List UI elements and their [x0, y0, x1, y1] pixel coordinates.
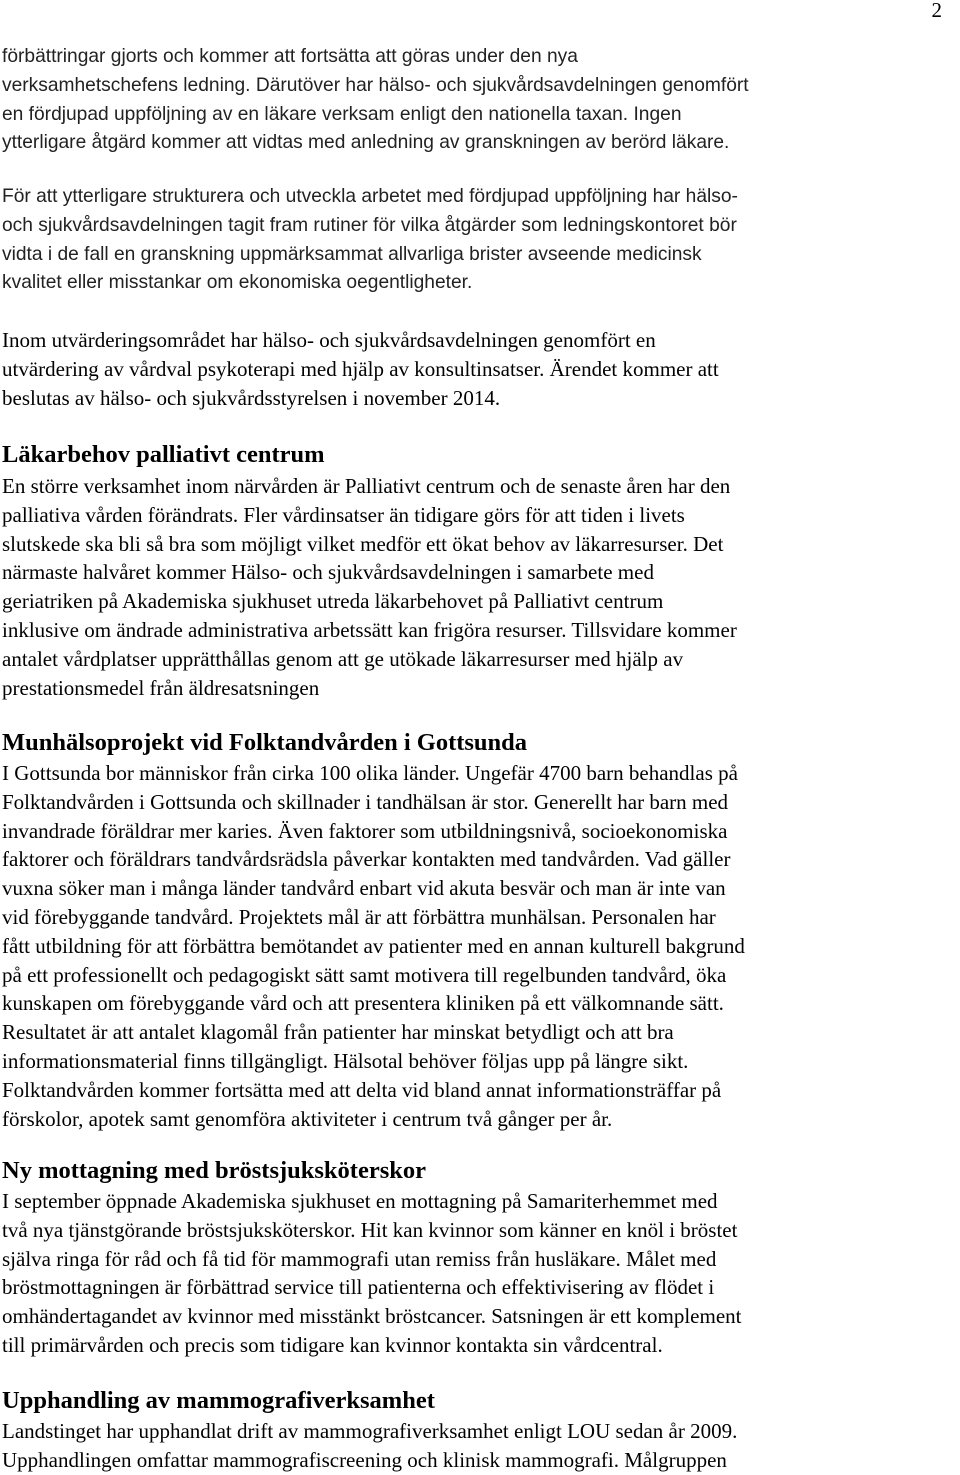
text-line: palliativa vården förändrats. Fler vårdinsatser än tidigare görs för att tiden i livets [2, 502, 685, 527]
mammography-paragraph [2, 1417, 737, 1475]
heading-oral-health: Munhälsoprojekt vid Folktandvården i Gottsunda [2, 729, 528, 756]
heading-breast-nurses: Ny mottagning med bröstsjuksköterskor [2, 1157, 427, 1184]
text-line: En större verksamhet inom närvården är Palliativt centrum och de senaste åren har den [2, 474, 731, 498]
text-line: inklusive om ändrade administrativa arbetssätt kan frigöra resurser. Tillsvidare kommer [2, 617, 737, 642]
text-line: informationsmaterial finns tillgängligt. Hälsotal behöver följas upp på längre sikt. [2, 1048, 689, 1073]
evaluation-paragraph [2, 326, 719, 412]
page-number: 2 [931, 0, 942, 22]
text-line: kunskapen om förebyggande vård och att presentera kliniken på ett välkomnande sätt. [2, 991, 724, 1016]
heading-palliative: Läkarbehov palliativt centrum [2, 441, 325, 468]
text-line: Landstinget har upphandlat drift av mammografiverksamhet enligt LOU sedan år 2009. [2, 1419, 738, 1443]
text-line: Folktandvården kommer fortsätta med att delta vid bland annat informationsträffar på [2, 1077, 722, 1102]
text-line: ytterligare åtgärd kommer att vidtas med anledning av granskningen av berörd läkare. [2, 132, 730, 154]
text-line: Inom utvärderingsområdet har hälso- och sjukvårdsavdelningen genomfört en [2, 328, 656, 352]
text-line: fått utbildning för att förbättra bemötandet av patienter med en annan kulturell bakgrund [2, 933, 745, 958]
oral-health-paragraph [2, 759, 745, 1133]
text-line: För att ytterligare strukturera och utveckla arbetet med fördjupad uppföljning har hälso- [2, 186, 738, 207]
text-line: förskolor, apotek samt genomföra aktiviteter i centrum två gånger per år. [2, 1106, 613, 1131]
heading-mammography: Upphandling av mammografiverksamhet [2, 1387, 435, 1414]
text-line: närmaste halvåret kommer Hälso- och sjukvårdsavdelningen i samarbete med [2, 560, 654, 585]
structure-paragraph [2, 183, 738, 298]
text-line: förbättringar gjorts och kommer att fortsätta att göras under den nya [2, 46, 578, 67]
palliative-paragraph [2, 472, 737, 702]
text-line: bröstmottagningen är förbättrad service till patienterna och effektivisering av flödet i [2, 1275, 715, 1300]
text-line: och sjukvårdsavdelningen tagit fram rutiner för vilka åtgärder som ledningskontoret bör [2, 214, 737, 236]
text-line: två nya tjänstgörande bröstsjuksköterskor. Hit kan kvinnor som känner en knöl i bröstet [2, 1217, 738, 1242]
text-line: slutskede ska bli så bra som möjligt vilket medför ett ökat behov av läkarresurser. Det [2, 531, 724, 556]
text-line: vuxna söker man i många länder tandvård enbart vid akuta besvär och man är inte van [2, 876, 726, 901]
text-line: till primärvården och precis som tidigare kan kvinnor kontakta sin vårdcentral. [2, 1332, 663, 1357]
text-line: utvärdering av vårdval psykoterapi med hjälp av konsultinsatser. Ärendet kommer att [2, 356, 719, 381]
text-line: vidta i de fall en granskning uppmärksammat allvarliga brister avseende medicinsk [2, 243, 702, 265]
text-line: Resultatet är att antalet klagomål från patienter har minskat betydligt och att bra [2, 1020, 674, 1045]
text-line: invandrade föräldrar mer karies. Även faktorer som utbildningsnivå, socioekonomiska [2, 818, 728, 843]
text-line: geriatriken på Akademiska sjukhuset utreda läkarbehovet på Palliativt centrum [2, 589, 664, 614]
text-line: en fördjupad uppföljning av en läkare verksam enligt den nationella taxan. Ingen [2, 103, 682, 125]
text-line: Folktandvården i Gottsunda och skillnader i tandhälsan är stor. Generellt har barn med [2, 789, 729, 814]
text-line: faktorer och föräldrars tandvårdsrädsla påverkar kontakten med tandvården. Vad gäller [2, 847, 731, 872]
text-line: beslutas av hälso- och sjukvårdsstyrelsen i november 2014. [2, 385, 501, 410]
text-line: verksamhetschefens ledning. Därutöver har hälso- och sjukvårdsavdelningen genomfört [2, 74, 749, 96]
text-line: prestationsmedel från äldresatsningen [2, 675, 320, 700]
text-line: Upphandlingen omfattar mammografiscreening och klinisk mammografi. Målgruppen [2, 1447, 727, 1472]
text-line: själva ringa för råd och få tid för mammografi utan remiss från husläkare. Målet med [2, 1246, 717, 1271]
breast-nurses-paragraph [2, 1187, 741, 1360]
text-line: I Gottsunda bor människor från cirka 100 olika länder. Ungefär 4700 barn behandlas på [2, 761, 738, 785]
text-line: vid förebyggande tandvård. Projektets mål är att förbättra munhälsan. Personalen har [2, 904, 716, 929]
text-line: I september öppnade Akademiska sjukhuset en mottagning på Samariterhemmet med [2, 1189, 718, 1213]
intro-paragraph [2, 43, 749, 158]
text-line: omhändertagandet av kvinnor med misstänkt bröstcancer. Satsningen är ett komplement [2, 1304, 742, 1329]
text-line: kvalitet eller misstankar om ekonomiska oegentligheter. [2, 272, 473, 294]
text-line: på ett professionellt och pedagogiskt sätt samt motivera till regelbunden tandvård, öka [2, 962, 727, 987]
text-line: antalet vårdplatser upprätthållas genom att ge utökade läkarresurser med hjälp av [2, 646, 684, 671]
